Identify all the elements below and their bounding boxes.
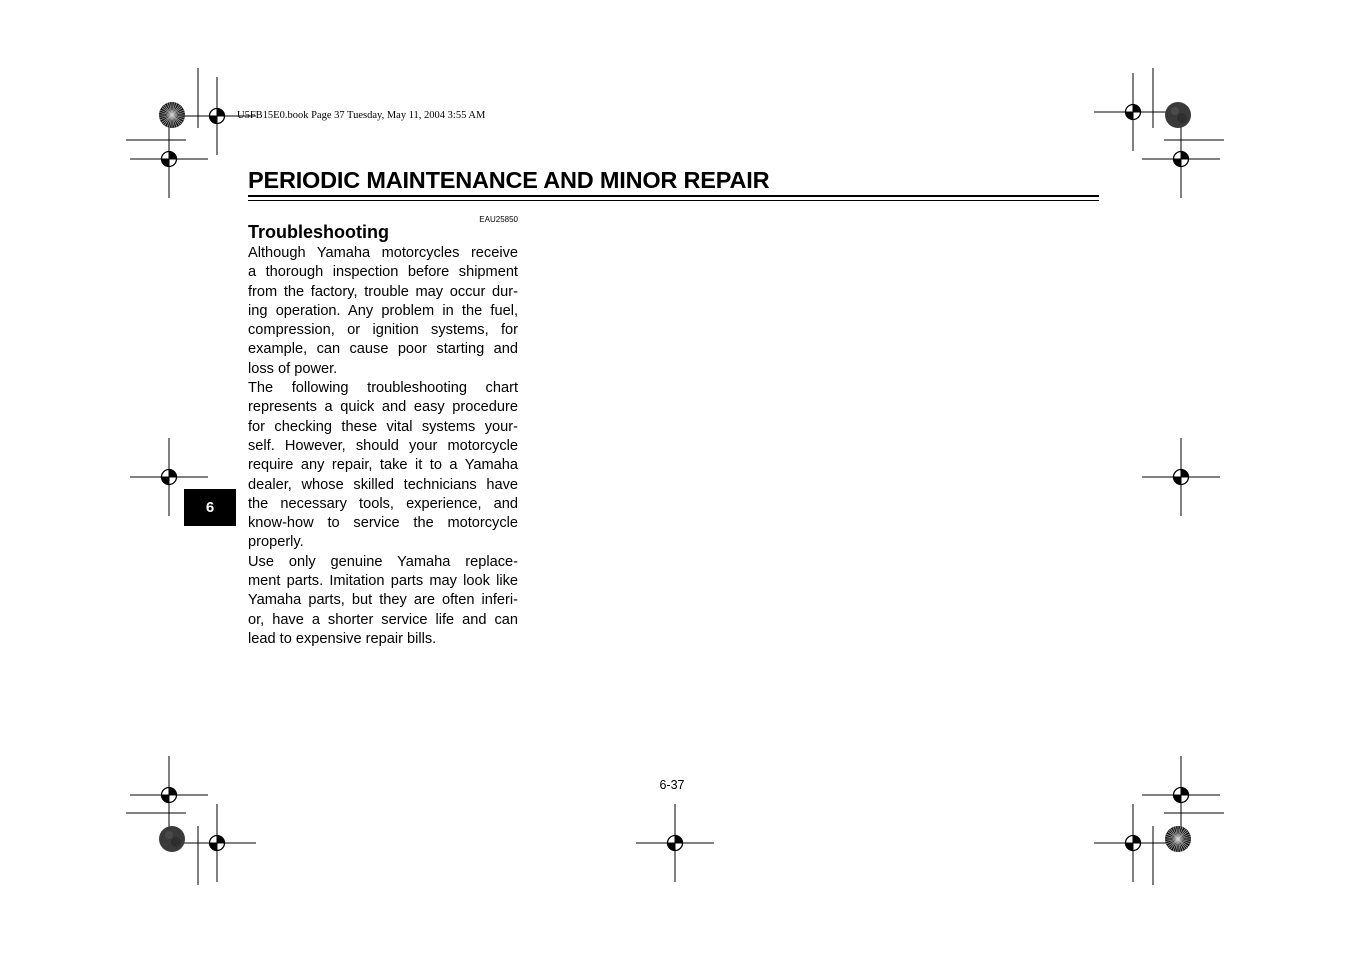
page-number: 6-37 <box>659 778 685 792</box>
text-line: a thorough inspection before shipment <box>248 264 518 281</box>
book-info-line: U5FB15E0.book Page 37 Tuesday, May 11, 2004 3:55 AM <box>237 110 486 121</box>
text-line: ment parts. Imitation parts may look like <box>248 573 518 590</box>
chapter-tab: 6 <box>184 489 236 526</box>
title-rule-thick <box>248 195 1099 197</box>
page-title: PERIODIC MAINTENANCE AND MINOR REPAIR <box>248 167 770 193</box>
text-line: Although Yamaha motorcycles receive <box>248 245 518 261</box>
text-line: or, have a shorter service life and can <box>248 611 518 628</box>
text-line: lead to expensive repair bills. <box>248 630 437 647</box>
text-line: ing operation. Any problem in the fuel, <box>248 302 518 319</box>
text-line: the necessary tools, experience, and <box>248 495 518 512</box>
text-line: from the factory, trouble may occur dur- <box>248 283 518 300</box>
text-line: The following troubleshooting chart <box>248 380 518 397</box>
text-line: for checking these vital systems your- <box>248 418 518 435</box>
paragraph-3 <box>248 553 518 649</box>
text-line: properly. <box>248 534 304 551</box>
body-text <box>248 244 518 649</box>
text-line: represents a quick and easy procedure <box>248 399 518 416</box>
paragraph-2 <box>248 379 518 553</box>
paragraph-1 <box>248 244 518 379</box>
text-line: Yamaha parts, but they are often inferi- <box>248 592 518 609</box>
text-line: dealer, whose skilled technicians have <box>248 476 518 493</box>
text-line: self. However, should your motorcycle <box>248 437 518 454</box>
text-line: example, can cause poor starting and <box>248 341 518 358</box>
text-line: require any repair, take it to a Yamaha <box>248 457 518 474</box>
text-line: Use only genuine Yamaha replace- <box>248 553 518 570</box>
text-line: loss of power. <box>248 360 338 377</box>
text-line: compression, or ignition systems, for <box>248 322 518 339</box>
text-line: know-how to service the motorcycle <box>248 515 518 532</box>
title-rule-thin <box>248 200 1099 201</box>
section-heading: Troubleshooting <box>248 222 389 242</box>
section-code: EAU25850 <box>479 215 518 224</box>
